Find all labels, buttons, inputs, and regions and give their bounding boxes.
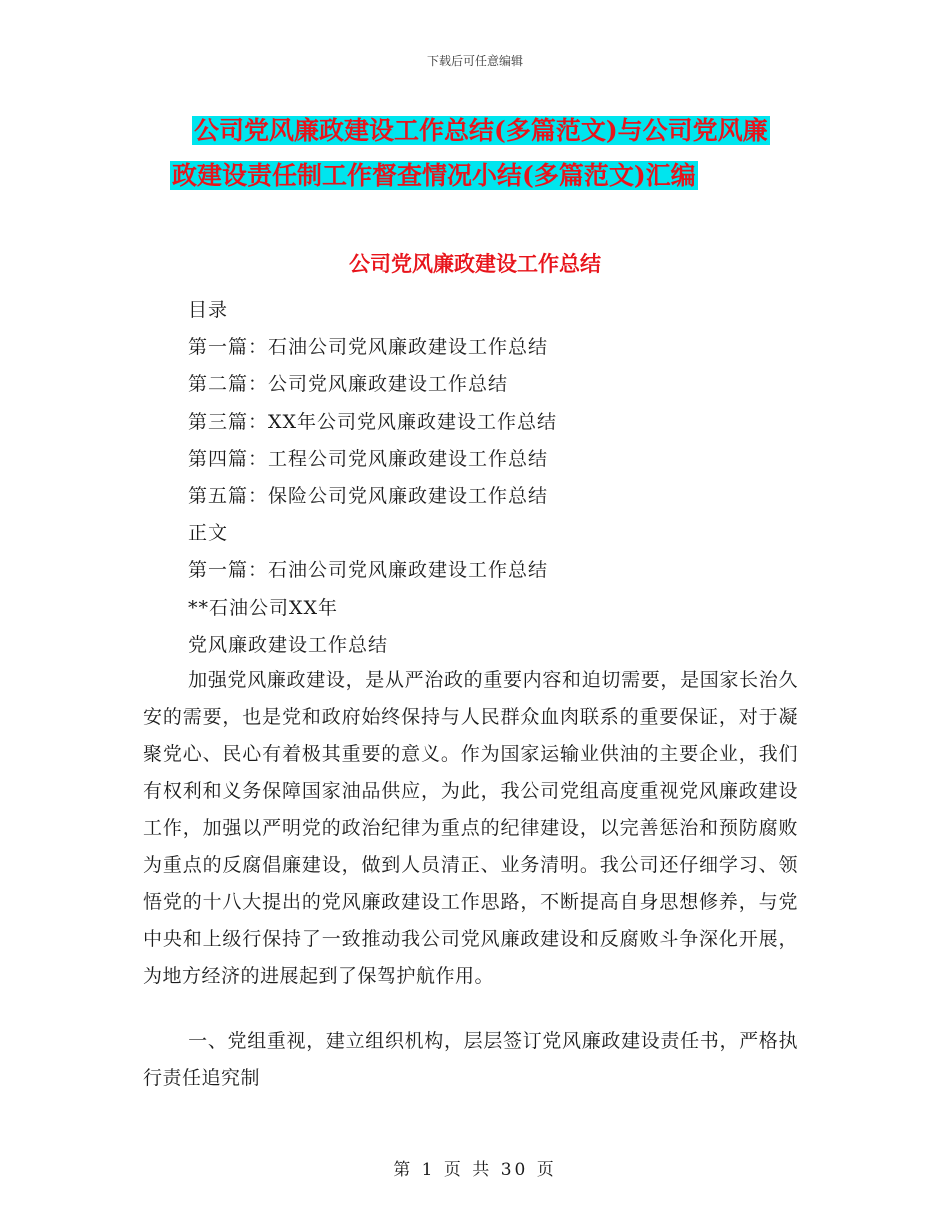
- toc-item: 第五篇：保险公司党风廉政建设工作总结: [188, 485, 549, 508]
- section-title: 公司党风廉政建设工作总结: [349, 251, 601, 276]
- section-heading-paragraph: [143, 1023, 798, 1097]
- chapter-heading: 第一篇：石油公司党风廉政建设工作总结: [188, 559, 549, 582]
- body-heading: 正文: [188, 522, 229, 545]
- body-paragraph-text: 加强党风廉政建设，是从严治政的重要内容和迫切需要，是国家长治久安的需要，也是党和政府始终保持与人民群众血肉联系的重要保证，对于凝聚党心、民心有着极其重要的意义。作为国家运输业供油的主要企业，我们有权利和义务保障国家油品供应，为此，我公司党组高度重视党风廉政建设工作，加强以严明党的政治纪律为重点的纪律建设，以完善惩治和预防腐败为重点的反腐倡廉建设，做到人员清正、业务清明。我公司还仔细学习、领悟党的十八大提出的党风廉政建设工作思路，不断提高自身思想修养，与党中央和上级行保持了一致推动我公司党风廉政建设和反腐败斗争深化开展，为地方经济的进展起到了保驾护航作用。: [143, 669, 798, 987]
- table-of-contents: [188, 292, 557, 664]
- title-line-1: 公司党风廉政建设工作总结(多篇范文)与公司党风廉: [194, 116, 768, 145]
- document-title: [170, 108, 820, 198]
- page-number: 第 1 页 共 30 页: [393, 1160, 557, 1180]
- toc-item: 第二篇：公司党风廉政建设工作总结: [188, 373, 509, 396]
- toc-item: 第一篇：石油公司党风廉政建设工作总结: [188, 336, 549, 359]
- toc-item: 第四篇：工程公司党风廉政建设工作总结: [188, 447, 549, 470]
- body-paragraph: [143, 662, 798, 995]
- report-title-line: 党风廉政建设工作总结: [188, 633, 389, 656]
- report-org-line: **石油公司XX年: [188, 596, 339, 619]
- section-heading-text: 一、党组重视，建立组织机构，层层签订党风廉政建设责任书，严格执行责任追究制: [143, 1030, 798, 1089]
- page-header: 下载后可任意编辑: [426, 54, 523, 68]
- toc-item: 第三篇：XX年公司党风廉政建设工作总结: [188, 410, 558, 433]
- toc-heading: 目录: [188, 299, 229, 321]
- title-line-2: 政建设责任制工作督查情况小结(多篇范文)汇编: [172, 161, 696, 190]
